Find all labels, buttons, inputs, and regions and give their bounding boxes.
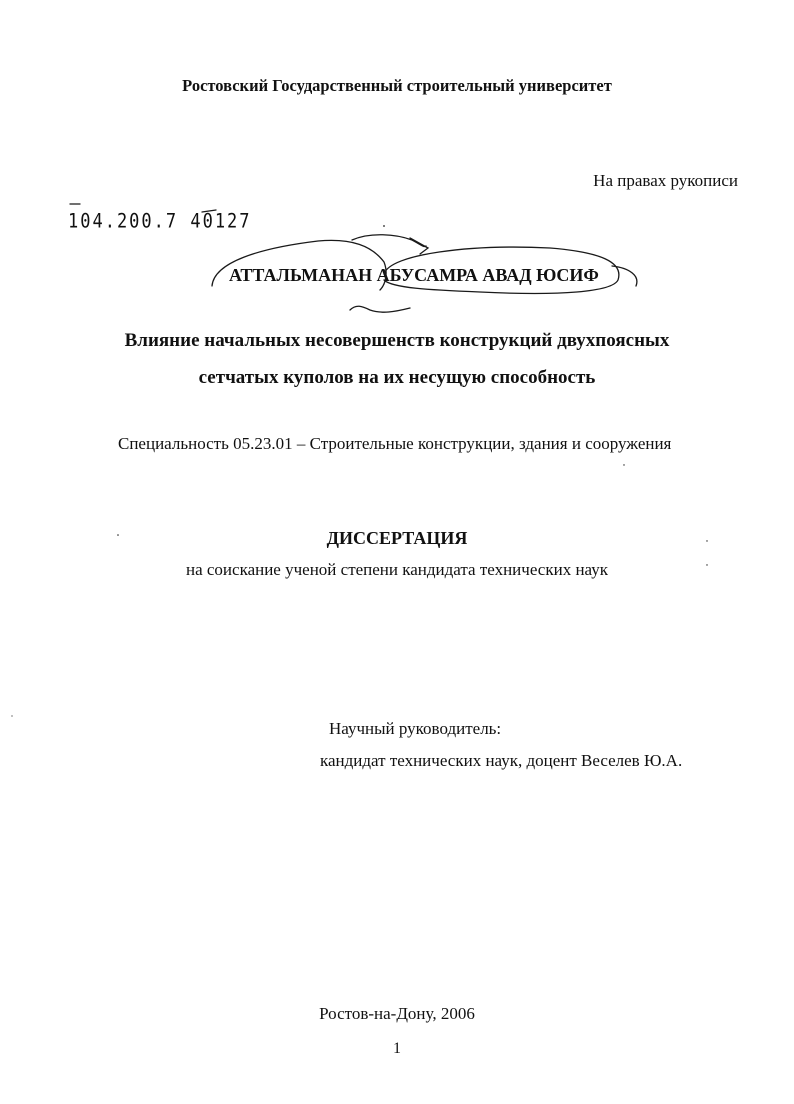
supervisor-name: кандидат технических наук, доцент Веселев Ю.А. [320, 751, 683, 770]
dissertation-label: ДИССЕРТАЦИЯ [326, 528, 468, 548]
city-year: Ростов-на-Дону, 2006 [319, 1004, 475, 1023]
specialty-line: Специальность 05.23.01 – Строительные конструкции, здания и сооружения [118, 434, 672, 453]
thesis-title-line-1: Влияние начальных несовершенств конструкций двухпоясных [124, 330, 670, 351]
university-name: Ростовский Государственный строительный университет [182, 76, 612, 95]
manuscript-note: На правах рукописи [593, 171, 738, 190]
page-number: 1 [393, 1040, 401, 1057]
degree-line: на соискание ученой степени кандидата технических наук [185, 560, 608, 579]
supervisor-label: Научный руководитель: [329, 719, 502, 738]
author-name: АТТАЛЬМАНАН АБУСАМРА АВАД ЮСИФ [229, 265, 599, 285]
thesis-title-line-2: сетчатых куполов на их несущую способность [198, 367, 596, 388]
registration-code: 104.200.7 40127 [68, 210, 252, 233]
